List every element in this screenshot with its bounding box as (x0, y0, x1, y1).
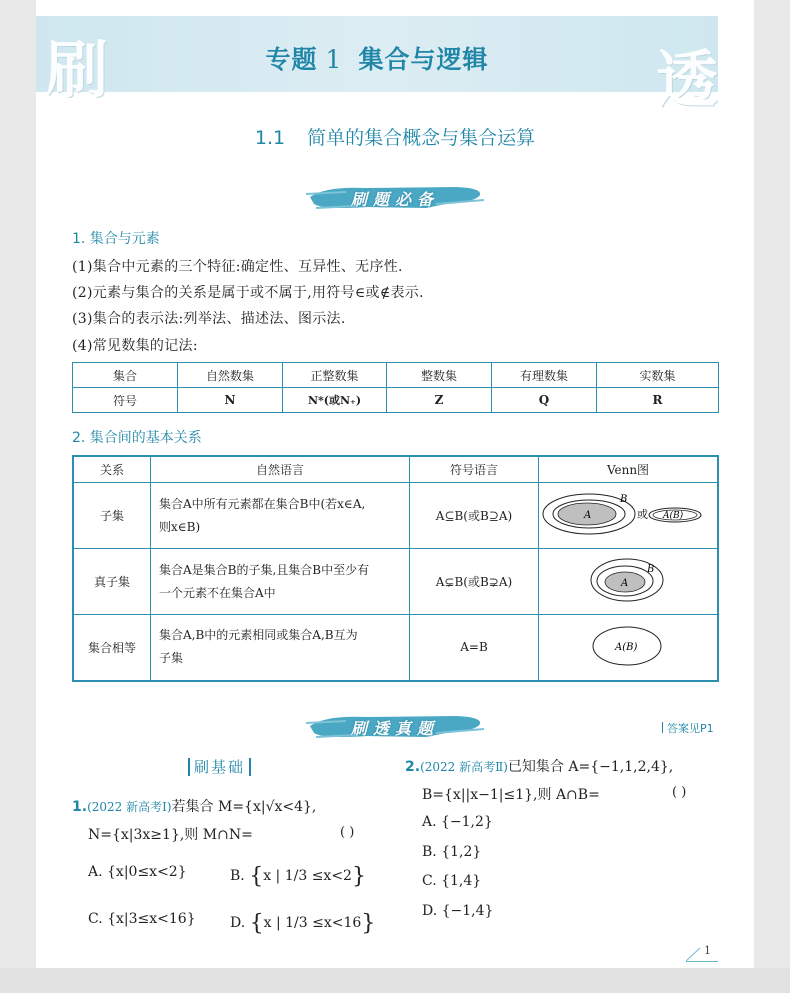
q1-option-d-set: x | 1/3 ≤x<16 (263, 915, 362, 931)
chapter-banner (36, 16, 718, 116)
table-header-cell: Venn图 (539, 456, 719, 483)
q2-stem-line1 (405, 756, 673, 776)
natural-line: 一个元素不在集合A中 (159, 585, 276, 600)
table-header-cell: 自然语言 (151, 456, 410, 483)
venn-label-a: A (621, 578, 629, 589)
q1-option-b[interactable]: B. {x | 1/3 ≤x<2} (230, 864, 366, 889)
venn-cell (539, 483, 719, 549)
badge-real-exam (306, 711, 484, 741)
venn-equal-icon (539, 622, 717, 670)
table-row (73, 456, 718, 483)
symbol-cell: A⊆B(或B⊇A) (410, 483, 539, 549)
table-cell: 自然数集 (178, 363, 283, 388)
table-cell: N (178, 388, 283, 413)
table-cell: Q (492, 388, 597, 413)
q2-option-c[interactable]: C. {1,4} (422, 873, 482, 889)
table-header-cell: 符号语言 (410, 456, 539, 483)
venn-or: 或 (637, 508, 648, 521)
chapter-number: 1 (325, 45, 343, 74)
venn-label-ab: A(B) (615, 641, 638, 653)
natural-line: 集合A中所有元素都在集合B中(若x∈A, (159, 496, 366, 511)
table-cell: 整数集 (387, 363, 492, 388)
natural-language-cell (151, 615, 410, 681)
q2-source: (2022 新高考Ⅱ) (420, 760, 508, 774)
q1-option-c[interactable]: C. {x|3≤x<16} (88, 911, 196, 927)
relation-cell: 真子集 (73, 549, 151, 615)
symbol-cell: A⊊B(或B⊋A) (410, 549, 539, 615)
relation-cell: 集合相等 (73, 615, 151, 681)
natural-line: 则x∈B) (159, 519, 201, 534)
natural-language-cell (151, 483, 410, 549)
venn-label-b: B (620, 494, 628, 505)
q2-stem-text: 已知集合 A={−1,1,2,4}, (507, 759, 674, 775)
text-line-2: (2)元素与集合的关系是属于或不属于,用符号∈或∉表示. (72, 285, 424, 301)
venn-cell (539, 549, 719, 615)
venn-label-b: B (647, 564, 655, 575)
answer-reference: 答案见P1 (662, 720, 714, 736)
table-cell: 正整数集 (283, 363, 387, 388)
page-number-slash-icon (686, 946, 718, 962)
venn-label-ab: A(B) (663, 511, 684, 521)
table-header-cell: 关系 (73, 456, 151, 483)
text-line-3: (3)集合的表示法:列举法、描述法、图示法. (72, 311, 346, 327)
text-line-1: (1)集合中元素的三个特征:确定性、互异性、无序性. (72, 259, 403, 275)
table-cell: R (597, 388, 719, 413)
natural-line: 集合A,B中的元素相同或集合A,B互为 (159, 628, 358, 643)
symbol-cell: A=B (410, 615, 539, 681)
table-row (73, 363, 719, 388)
table-cell: 有理数集 (492, 363, 597, 388)
basic-practice-tag: 刷基础 (188, 758, 251, 776)
venn-proper-subset-icon (539, 554, 717, 606)
q1-stem-text: 若集合 M={x|√x<4}, (171, 799, 317, 815)
heading-set-relations: 2. 集合间的基本关系 (72, 430, 202, 446)
table-cell: 实数集 (597, 363, 719, 388)
table-row (73, 549, 718, 615)
table-row (73, 483, 718, 549)
venn-cell (539, 615, 719, 681)
section-number: 1.1 (254, 127, 286, 149)
page-number: 1 (704, 944, 711, 957)
table-row (73, 388, 719, 413)
natural-line: 集合A是集合B的子集,且集合B中至少有 (159, 562, 370, 577)
table-cell: Z (387, 388, 492, 413)
q1-option-b-letter: B. (230, 868, 245, 884)
q2-stem-line2: B={x||x−1|≤1},则 A∩B= (422, 787, 600, 803)
q1-number: 1. (72, 799, 88, 815)
chapter-title (36, 40, 718, 76)
q1-answer-paren: ( ) (340, 825, 355, 840)
set-relations-table (72, 455, 719, 682)
calligraphy-left: 刷 (46, 33, 109, 106)
section-name: 简单的集合概念与集合运算 (307, 127, 536, 149)
heading-set-and-element: 1. 集合与元素 (72, 231, 160, 247)
chapter-name: 集合与逻辑 (358, 45, 489, 74)
venn-subset-icon (539, 489, 717, 539)
number-sets-table (72, 362, 719, 413)
venn-label-a: A (584, 510, 592, 521)
q2-answer-paren: ( ) (672, 785, 687, 800)
table-cell: 符号 (73, 388, 178, 413)
calligraphy-right: 透 (655, 43, 718, 116)
text-line-4: (4)常见数集的记法: (72, 338, 198, 354)
q1-source: (2022 新高考Ⅰ) (87, 800, 172, 814)
q2-option-b[interactable]: B. {1,2} (422, 844, 482, 860)
q1-option-a[interactable]: A. {x|0≤x<2} (88, 864, 187, 880)
badge-must-know (306, 182, 484, 212)
relation-cell: 子集 (73, 483, 151, 549)
q1-stem-line1 (72, 796, 316, 816)
table-cell: N*(或N₊) (283, 388, 387, 413)
q1-option-d[interactable]: D. {x | 1/3 ≤x<16} (230, 911, 376, 936)
q2-number: 2. (405, 759, 421, 775)
q2-option-d[interactable]: D. {−1,4} (422, 903, 494, 919)
natural-language-cell (151, 549, 410, 615)
table-row (73, 615, 718, 681)
q1-option-b-set: x | 1/3 ≤x<2 (263, 868, 352, 884)
badge-must-know-label: 刷题必备 (350, 190, 439, 209)
section-title (36, 123, 754, 150)
page-gap (0, 968, 790, 993)
chapter-label: 专题 (265, 45, 318, 74)
q1-option-d-letter: D. (230, 915, 246, 931)
q2-option-a[interactable]: A. {−1,2} (422, 814, 493, 830)
natural-line: 子集 (159, 651, 184, 666)
table-cell: 集合 (73, 363, 178, 388)
badge-real-exam-label: 刷透真题 (350, 719, 439, 738)
q1-stem-line2: N={x|3x≥1},则 M∩N= (88, 827, 253, 843)
